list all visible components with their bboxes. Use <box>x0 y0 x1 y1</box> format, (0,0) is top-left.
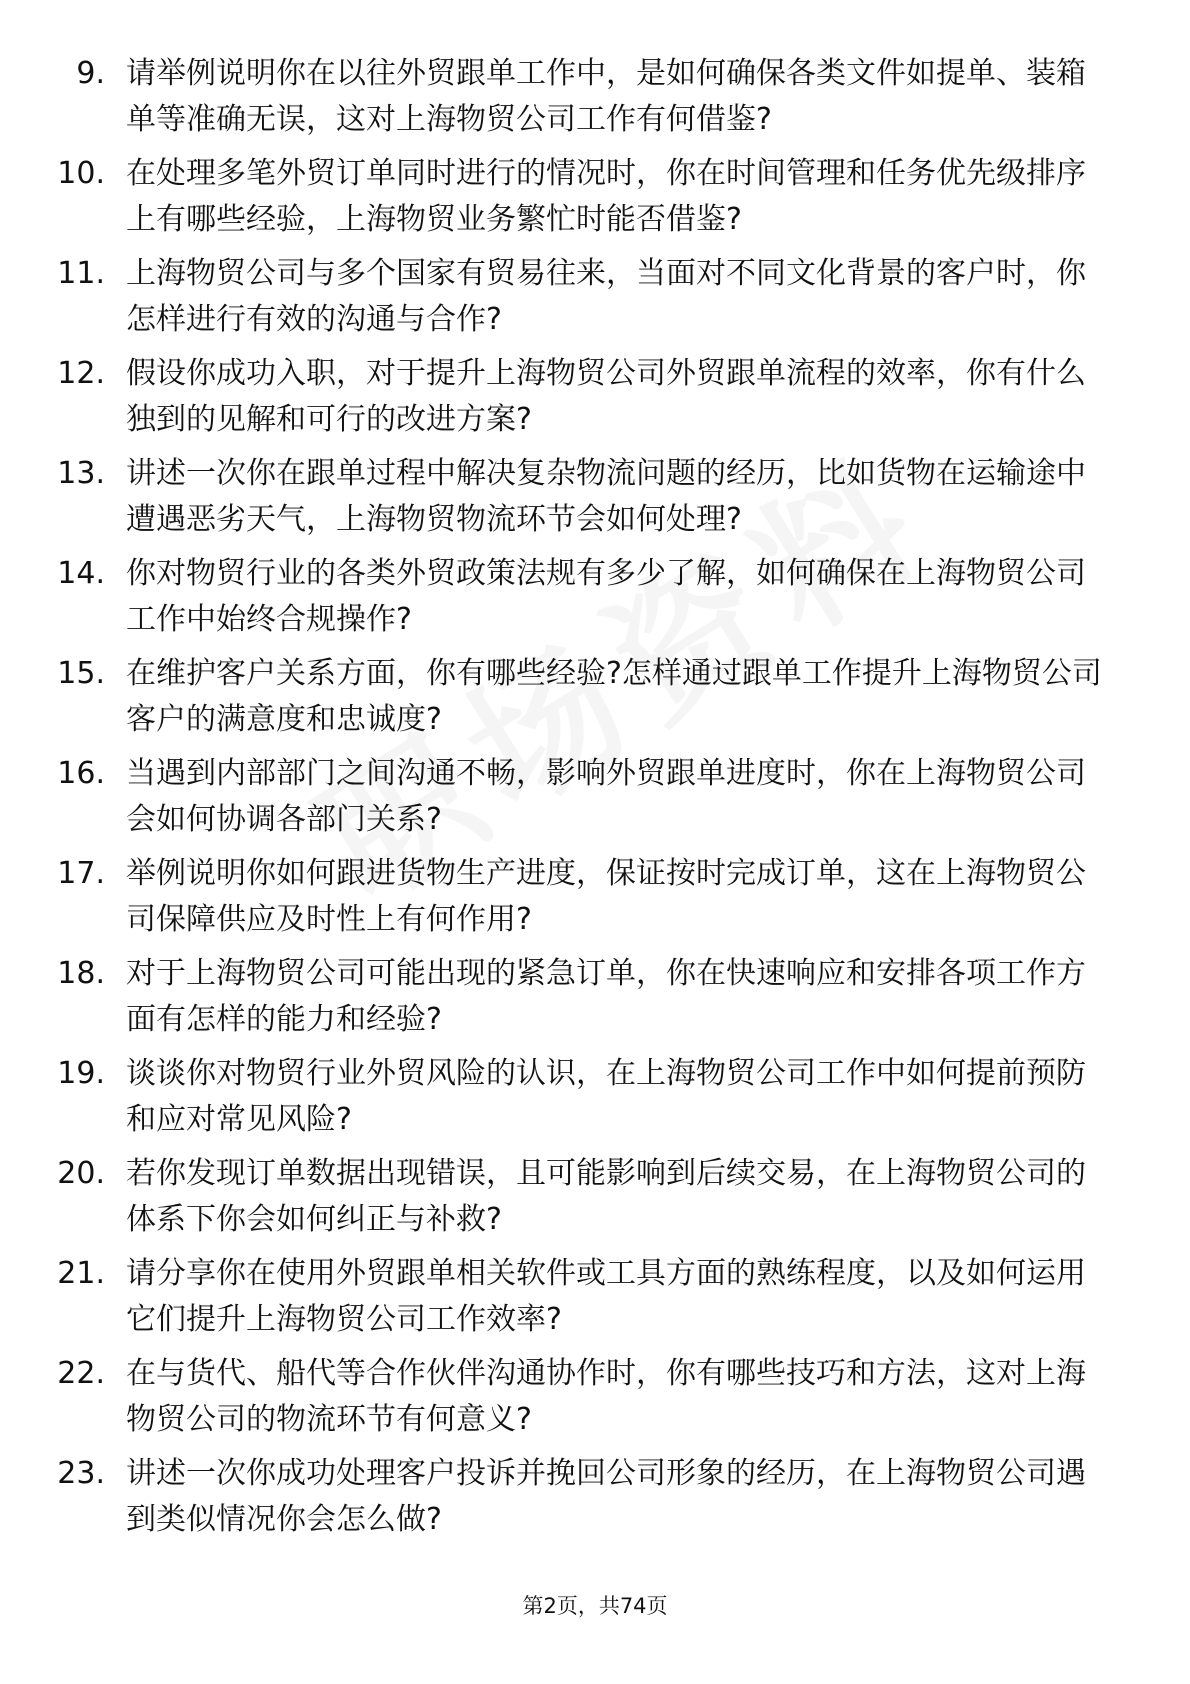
question-number: 18. <box>57 956 105 991</box>
question-text: 谈谈你对物贸行业外贸风险的认识，在上海物贸公司工作中如何提前预防和应对常见风险? <box>126 1056 1086 1137</box>
question-number: 11. <box>57 256 105 291</box>
question-number: 16. <box>57 756 105 791</box>
question-item <box>0 451 1190 551</box>
question-text: 请分享你在使用外贸跟单相关软件或工具方面的熟练程度，以及如何运用它们提升上海物贸公司工作效率? <box>126 1256 1086 1337</box>
question-number: 15. <box>57 656 105 691</box>
question-number: 14. <box>57 556 105 591</box>
question-number: 21. <box>57 1256 105 1291</box>
question-text: 你对物贸行业的各类外贸政策法规有多少了解，如何确保在上海物贸公司工作中始终合规操作? <box>126 556 1086 637</box>
question-item <box>0 1351 1190 1451</box>
question-number: 22. <box>57 1356 105 1391</box>
question-item <box>0 1151 1190 1251</box>
question-number: 10. <box>57 156 105 191</box>
question-item <box>0 251 1190 351</box>
question-number: 23. <box>57 1456 105 1491</box>
question-text: 当遇到内部部门之间沟通不畅，影响外贸跟单进度时，你在上海物贸公司会如何协调各部门关系? <box>126 756 1086 837</box>
page-footer: 第2页，共74页 <box>522 1594 668 1618</box>
question-item <box>0 1051 1190 1151</box>
question-text: 请举例说明你在以往外贸跟单工作中，是如何确保各类文件如提单、装箱单等准确无误，这对上海物贸公司工作有何借鉴? <box>126 56 1086 137</box>
question-number: 9. <box>76 56 105 91</box>
question-text: 对于上海物贸公司可能出现的紧急订单，你在快速响应和安排各项工作方面有怎样的能力和经验? <box>126 956 1086 1037</box>
question-item <box>0 551 1190 651</box>
question-number: 12. <box>57 356 105 391</box>
question-item <box>0 1251 1190 1351</box>
question-text: 在与货代、船代等合作伙伴沟通协作时，你有哪些技巧和方法，这对上海物贸公司的物流环节有何意义? <box>126 1356 1086 1437</box>
question-item <box>0 851 1190 951</box>
question-text: 若你发现订单数据出现错误，且可能影响到后续交易，在上海物贸公司的体系下你会如何纠正与补救? <box>126 1156 1086 1237</box>
question-text: 上海物贸公司与多个国家有贸易往来，当面对不同文化背景的客户时，你怎样进行有效的沟通与合作? <box>126 256 1086 337</box>
question-number: 20. <box>57 1156 105 1191</box>
question-text: 在处理多笔外贸订单同时进行的情况时，你在时间管理和任务优先级排序上有哪些经验，上海物贸业务繁忙时能否借鉴? <box>126 156 1086 237</box>
question-item <box>0 951 1190 1051</box>
question-text: 假设你成功入职，对于提升上海物贸公司外贸跟单流程的效率，你有什么独到的见解和可行的改进方案? <box>126 356 1086 437</box>
question-number: 19. <box>57 1056 105 1091</box>
question-list <box>0 51 1190 1551</box>
question-number: 17. <box>57 856 105 891</box>
question-item <box>0 651 1190 751</box>
question-text: 讲述一次你在跟单过程中解决复杂物流问题的经历，比如货物在运输途中遭遇恶劣天气，上海物贸物流环节会如何处理? <box>126 456 1086 537</box>
question-text: 在维护客户关系方面，你有哪些经验?怎样通过跟单工作提升上海物贸公司客户的满意度和忠诚度? <box>126 656 1102 737</box>
question-item <box>0 751 1190 851</box>
question-text: 讲述一次你成功处理客户投诉并挽回公司形象的经历，在上海物贸公司遇到类似情况你会怎么做? <box>126 1456 1086 1537</box>
question-item <box>0 351 1190 451</box>
question-item <box>0 1451 1190 1551</box>
question-item <box>0 151 1190 251</box>
question-item <box>0 51 1190 151</box>
question-number: 13. <box>57 456 105 491</box>
question-text: 举例说明你如何跟进货物生产进度，保证按时完成订单，这在上海物贸公司保障供应及时性上有何作用? <box>126 856 1086 937</box>
